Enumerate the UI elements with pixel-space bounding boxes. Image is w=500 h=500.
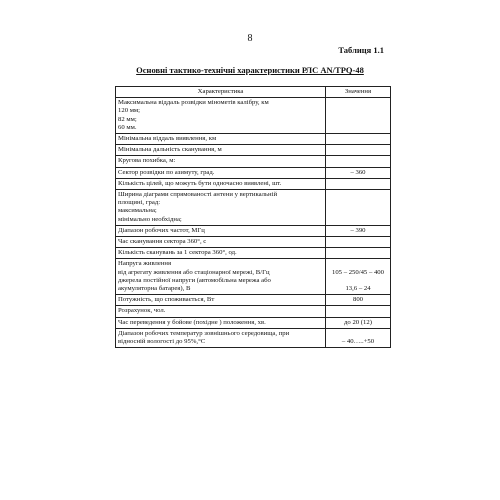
characteristic-cell xyxy=(116,248,326,259)
characteristic-line: Сектор розвідки по азимуту, град. xyxy=(118,168,215,176)
value-cell xyxy=(326,145,391,156)
value-cell xyxy=(326,248,391,259)
characteristic-line: Мінімальна віддаль виявлення, км xyxy=(118,135,217,143)
characteristic-line: 82 мм; xyxy=(118,115,137,123)
page-number: 8 xyxy=(247,33,253,44)
table-caption: Таблиця 1.1 xyxy=(338,45,384,55)
table-title: Основні тактико-технічні характеристики РЛС AN/TPQ-48 xyxy=(136,65,364,75)
characteristic-line: акумуляторна батарея), В xyxy=(118,285,191,293)
characteristic-line: Мінімальна дальність сканування, м xyxy=(118,146,222,154)
value-cell xyxy=(326,190,391,226)
spacer xyxy=(328,260,388,268)
characteristic-cell xyxy=(116,317,326,328)
characteristic-cell xyxy=(116,259,326,295)
value-line: 105 – 250/45 – 400 xyxy=(331,268,384,276)
value-cell xyxy=(326,306,391,317)
value-cell xyxy=(326,259,391,295)
characteristic-line: Кількість цілей, що можуть бути одночасно виявлені, шт. xyxy=(118,179,282,187)
value-cell xyxy=(326,295,391,306)
table-row xyxy=(116,295,391,306)
characteristic-line: відносній вологості до 95%,°С xyxy=(118,338,206,346)
characteristic-line: 120 мм; xyxy=(118,107,141,115)
spacer xyxy=(328,330,388,338)
characteristic-cell xyxy=(116,178,326,189)
table-body xyxy=(116,98,391,348)
characteristic-cell xyxy=(116,134,326,145)
characteristic-line: Кількість сканувань за 1 сектора 360°, од. xyxy=(118,249,237,257)
table-row xyxy=(116,145,391,156)
table-row xyxy=(116,190,391,226)
characteristic-line: Потужність, що споживається, Вт xyxy=(118,296,215,304)
value-line: – 40…..+50 xyxy=(341,338,375,346)
table-row xyxy=(116,317,391,328)
characteristic-line: Розрахунок, чол. xyxy=(118,307,166,315)
value-cell xyxy=(326,156,391,167)
value-cell xyxy=(326,178,391,189)
value-cell xyxy=(326,237,391,248)
characteristic-line: площині, град: xyxy=(118,199,161,207)
characteristic-cell xyxy=(116,225,326,236)
table-row xyxy=(116,156,391,167)
spacer xyxy=(328,277,388,285)
characteristic-cell xyxy=(116,306,326,317)
characteristic-cell xyxy=(116,145,326,156)
table-row xyxy=(116,98,391,134)
value-line: до 20 (12) xyxy=(344,318,372,326)
value-line: – 390 xyxy=(350,226,366,234)
table-header-row xyxy=(116,87,391,98)
table-row xyxy=(116,259,391,295)
characteristic-line: від агрегату живлення або стаціонарної мережі, В/Гц xyxy=(118,268,270,276)
value-cell xyxy=(326,167,391,178)
value-line: 800 xyxy=(352,296,364,304)
characteristic-line: Кругова похибка, м: xyxy=(118,157,176,165)
specs-table xyxy=(115,86,391,348)
characteristic-cell xyxy=(116,328,326,347)
characteristic-line: Час переведення у бойове (похідне ) положення, хв. xyxy=(118,318,266,326)
characteristic-line: максимальна; xyxy=(118,207,157,215)
characteristic-line: Напруга живлення xyxy=(118,260,172,268)
table-row xyxy=(116,248,391,259)
characteristic-line: Максимальна віддаль розвідки мінометів калібру, км xyxy=(118,99,269,107)
characteristic-line: Діапазон робочих частот, МГц xyxy=(118,226,205,234)
value-line: – 360 xyxy=(350,168,366,176)
table-row xyxy=(116,225,391,236)
column-header-value: Значення xyxy=(326,87,391,98)
characteristic-line: джерела постійної напруги (автомобільна мережа або xyxy=(118,276,271,284)
characteristic-line: мінімально необхідна; xyxy=(118,215,182,223)
column-header-characteristic: Характеристика xyxy=(116,87,326,98)
table-row xyxy=(116,167,391,178)
value-cell xyxy=(326,98,391,134)
value-cell xyxy=(326,317,391,328)
characteristic-line: Діапазон робочих температур зовнішнього середовища, при xyxy=(118,329,290,337)
table-row xyxy=(116,328,391,347)
characteristic-line: Ширина діаграми спрямованості антени у вертикальній xyxy=(118,191,278,199)
characteristic-cell xyxy=(116,156,326,167)
characteristic-cell xyxy=(116,295,326,306)
characteristic-cell xyxy=(116,98,326,134)
table-row xyxy=(116,178,391,189)
value-cell xyxy=(326,134,391,145)
characteristic-cell xyxy=(116,237,326,248)
table-row xyxy=(116,134,391,145)
characteristic-line: Час сканування сектора 360°, с xyxy=(118,238,207,246)
value-line: 13,6 – 24 xyxy=(345,285,371,293)
value-cell xyxy=(326,328,391,347)
value-cell xyxy=(326,225,391,236)
characteristic-cell xyxy=(116,190,326,226)
table-row xyxy=(116,237,391,248)
characteristic-line: 60 мм. xyxy=(118,123,137,131)
table-row xyxy=(116,306,391,317)
characteristic-cell xyxy=(116,167,326,178)
